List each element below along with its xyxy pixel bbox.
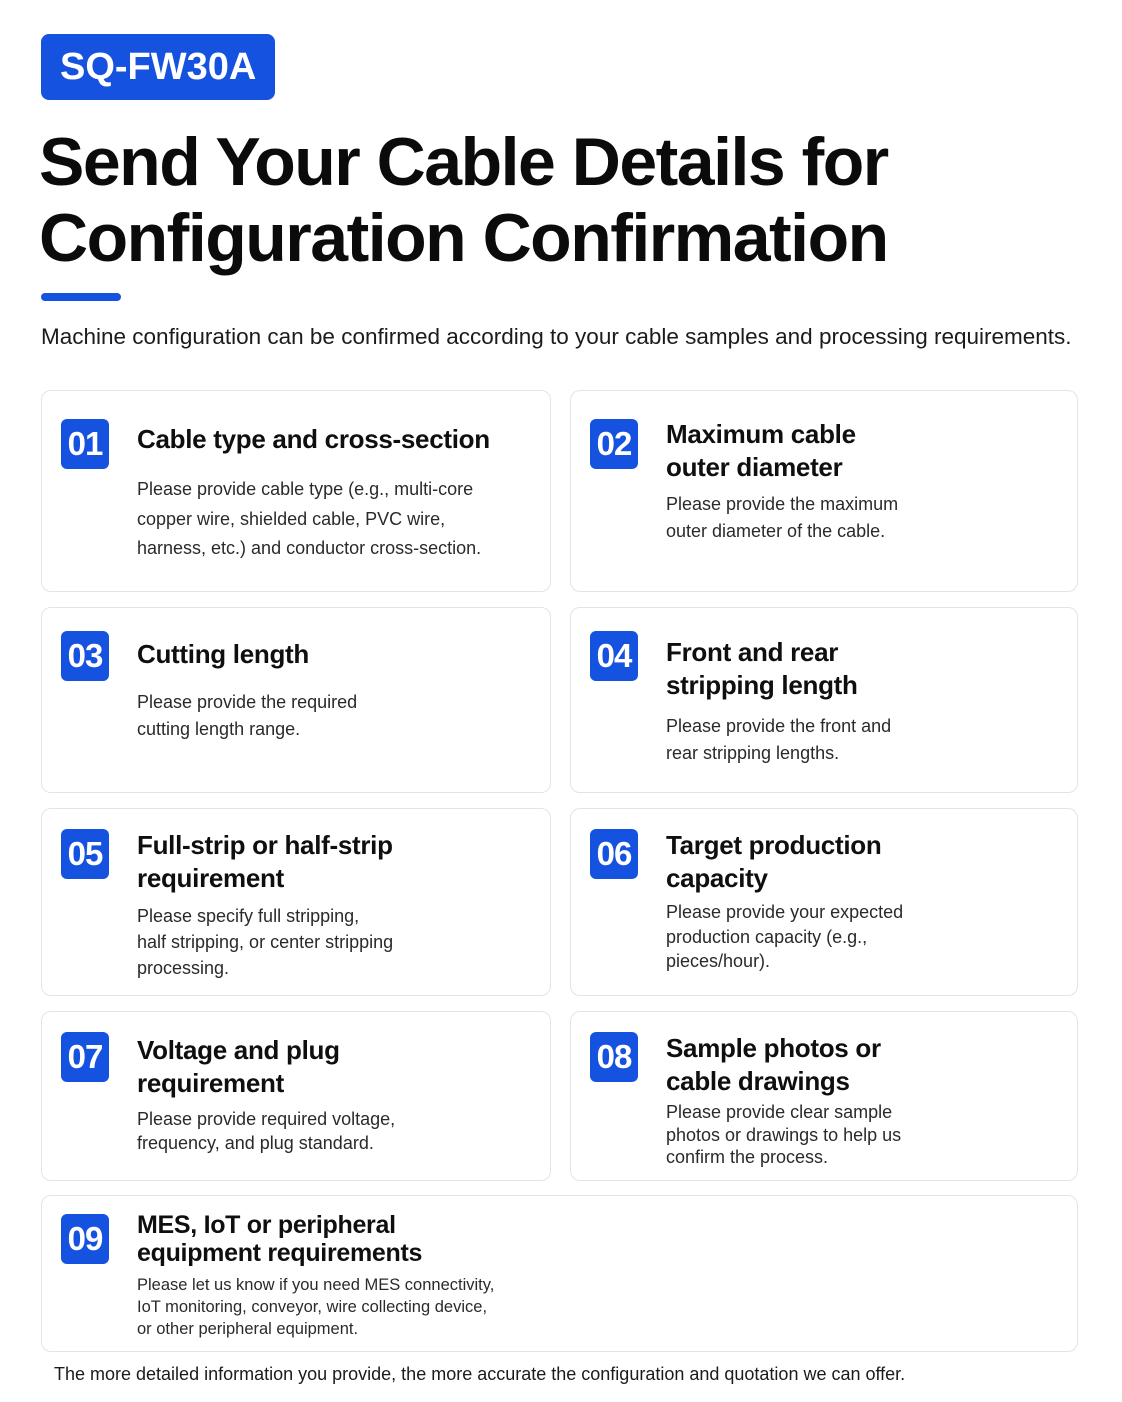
card-title-line: equipment requirements	[137, 1239, 423, 1267]
requirement-card-02	[570, 390, 1078, 592]
card-description-line: pieces/hour).	[666, 951, 771, 971]
card-title-line: requirement	[137, 863, 284, 893]
card-description	[137, 1107, 395, 1155]
card-number-badge: 09	[61, 1214, 109, 1264]
card-description-line: harness, etc.) and conductor cross-section.	[137, 538, 482, 558]
card-number-badge: 04	[590, 631, 638, 681]
card-description-line: Please provide the required	[137, 692, 358, 712]
card-description	[137, 689, 357, 743]
card-title-line: Voltage and plug	[137, 1035, 340, 1065]
requirement-card-06	[570, 808, 1078, 996]
card-description	[137, 1274, 494, 1340]
card-title	[666, 1032, 881, 1098]
requirement-card-09	[41, 1195, 1078, 1352]
card-description-line: Please let us know if you need MES connectivity,	[137, 1276, 495, 1294]
card-description	[666, 713, 891, 767]
card-number-badge: 01	[61, 419, 109, 469]
card-description-line: Please specify full stripping,	[137, 906, 360, 926]
intro-text: Machine configuration can be confirmed according to your cable samples and processing requirements.	[41, 324, 1072, 349]
card-title-line: stripping length	[666, 670, 858, 700]
card-title-line: Full-strip or half-strip	[137, 830, 393, 860]
card-number-badge: 02	[590, 419, 638, 469]
page-title-line-2: Configuration Confirmation	[39, 200, 888, 276]
card-title-line: Front and rear	[666, 637, 839, 667]
card-number-badge: 07	[61, 1032, 109, 1082]
card-description-line: outer diameter of the cable.	[666, 521, 886, 541]
page-title-line-1: Send Your Cable Details for	[39, 124, 888, 200]
card-title-line: Sample photos or	[666, 1033, 881, 1063]
card-description	[137, 903, 393, 981]
card-description-line: Please provide the maximum	[666, 494, 899, 514]
card-title	[137, 829, 393, 895]
card-title	[666, 418, 856, 484]
requirement-card-01	[41, 390, 551, 592]
card-title-line: outer diameter	[666, 452, 843, 482]
card-description-line: frequency, and plug standard.	[137, 1133, 374, 1153]
footer-note: The more detailed information you provide, the more accurate the configuration and quotation we can offer.	[54, 1364, 906, 1384]
card-title-line: capacity	[666, 863, 768, 893]
model-badge: SQ-FW30A	[41, 34, 275, 100]
card-description-line: Please provide cable type (e.g., multi-core	[137, 479, 474, 499]
card-title-line: Maximum cable	[666, 419, 856, 449]
card-title	[666, 829, 881, 895]
card-number-badge: 03	[61, 631, 109, 681]
requirement-card-04	[570, 607, 1078, 793]
requirement-card-05	[41, 808, 551, 996]
card-title	[137, 638, 309, 671]
card-title	[666, 636, 858, 702]
card-title	[137, 1211, 422, 1267]
card-description-line: Please provide your expected	[666, 902, 904, 922]
card-description-line: or other peripheral equipment.	[137, 1320, 359, 1338]
requirement-card-07	[41, 1011, 551, 1181]
card-description-line: copper wire, shielded cable, PVC wire,	[137, 508, 446, 529]
card-title	[137, 1034, 340, 1100]
card-title-line: Target production	[666, 830, 882, 860]
card-title-line: Cutting length	[137, 639, 309, 669]
card-title-line: cable drawings	[666, 1066, 850, 1096]
card-description-line: Please provide required voltage,	[137, 1109, 396, 1129]
card-description-line: confirm the process.	[666, 1147, 829, 1167]
card-title-line: MES, IoT or peripheral	[137, 1211, 396, 1239]
card-description-line: half stripping, or center stripping	[137, 932, 394, 952]
card-description	[666, 491, 898, 545]
requirement-card-08	[570, 1011, 1078, 1181]
card-description-line: Please provide clear sample	[666, 1102, 893, 1122]
card-number-badge: 06	[590, 829, 638, 879]
requirement-card-03	[41, 607, 551, 793]
card-description-line: Please provide the front and	[666, 716, 892, 736]
card-description	[666, 1101, 901, 1169]
page-title	[39, 124, 1099, 276]
card-title-line: Cable type and cross-section	[137, 424, 490, 454]
title-underline	[41, 293, 121, 301]
card-description-line: production capacity (e.g.,	[666, 926, 868, 947]
card-description	[137, 475, 481, 564]
card-description-line: photos or drawings to help us	[666, 1124, 902, 1145]
card-description-line: rear stripping lengths.	[666, 743, 840, 763]
card-number-badge: 05	[61, 829, 109, 879]
card-number-badge: 08	[590, 1032, 638, 1082]
card-description-line: cutting length range.	[137, 719, 301, 739]
card-description-line: processing.	[137, 958, 230, 978]
card-description	[666, 900, 903, 974]
card-description-line: IoT monitoring, conveyor, wire collecting device,	[137, 1298, 488, 1316]
card-title	[137, 423, 490, 456]
card-title-line: requirement	[137, 1068, 284, 1098]
